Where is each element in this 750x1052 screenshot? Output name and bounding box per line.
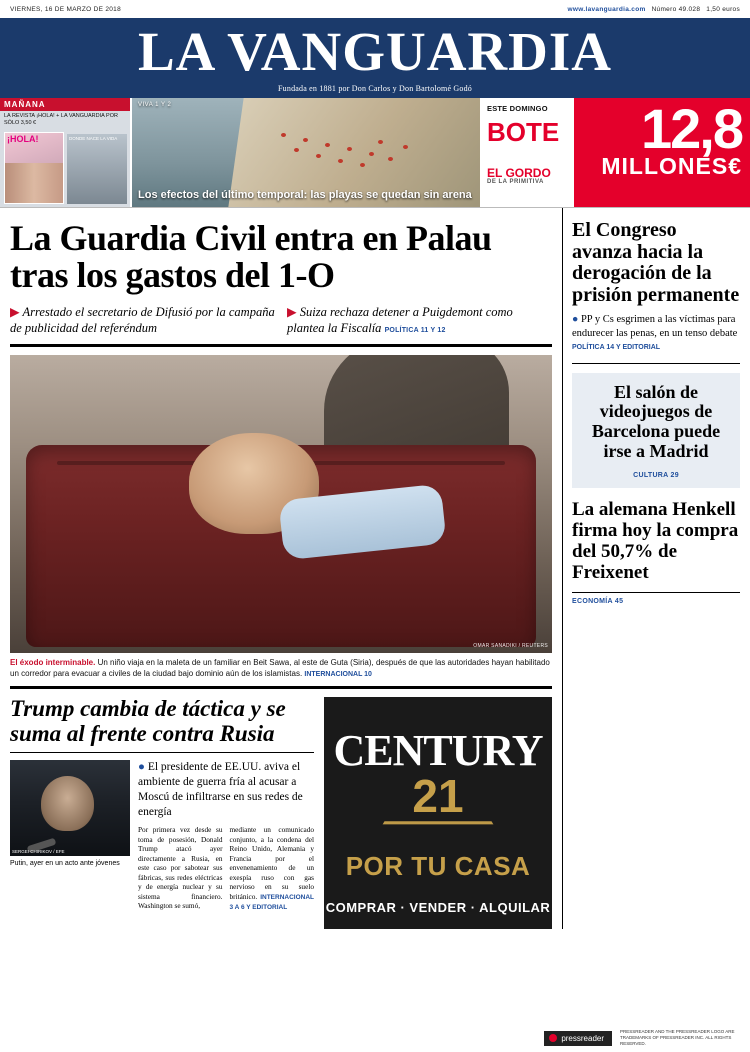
magazine-secondary-thumbnail [67,134,127,204]
promo-magazine[interactable] [0,98,132,207]
pressreader-label: pressreader [561,1033,604,1043]
sidebar-divider-1 [572,363,740,364]
cover-price: 1,50 euros [706,5,740,13]
secondary-lede [138,760,314,819]
secondary-photo-block[interactable] [10,760,130,912]
secondary-photo [10,760,130,856]
subheadline-1[interactable] [10,305,275,336]
sidebar-column [562,208,740,929]
subheadline-2[interactable] [287,305,552,336]
sidebar-headline-3[interactable]: La alemana Henkell firma hoy la compra del 50,7% de Freixenet [572,498,739,583]
lead-photo[interactable] [10,355,552,653]
lottery-right-panel [574,98,750,207]
secondary-headline[interactable]: Trump cambia de táctica y se suma al frente contra Rusia [10,697,314,754]
lead-headline[interactable]: La Guardia Civil entra en Palau tras los gastos del 1-O [10,218,492,296]
photo-credit: OMAR SANADIKI / REUTERS [473,643,548,650]
sidebar-headline-2: El salón de videojuegos de Barcelona puede irse a Madrid [591,381,721,462]
sidebar-ref-2[interactable]: CULTURA 29 [633,471,679,479]
top-info-bar [0,0,750,18]
bullet-icon: ● [138,761,145,774]
photo-people-dots [278,129,435,178]
magazine-brand: ¡HOLA! [7,134,39,144]
publication-date: VIERNES, 16 DE MARZO DE 2018 [10,5,121,13]
promo-beach-photo[interactable] [132,98,482,207]
ad-brand-name [324,725,552,776]
website-url[interactable]: www.lavanguardia.com [567,5,646,13]
photo-putin-face [41,776,94,832]
secondary-lede-text: El presidente de EE.UU. aviva el ambiente de guerra fría al acusar a Moscú de infiltrarse en sus redes de energía [138,761,303,818]
sidebar-ref-1[interactable]: POLÍTICA 14 Y EDITORIAL [572,344,661,352]
subheadline-2-section-ref[interactable]: POLÍTICA 11 Y 12 [384,326,446,334]
promo-lottery-ad[interactable] [482,98,750,207]
sidebar-summary-1 [572,313,740,353]
lottery-amount: 12,8 [641,97,742,160]
lottery-unit: MILLONES€ [601,153,742,180]
sidebar-summary-1-text: PP y Cs esgrimen a las víctimas para endurecer las penas, en un tenso debate [572,314,738,339]
sidebar-ref-3[interactable]: ECONOMÍA 45 [572,592,740,605]
ad-slogan: POR TU CASA [345,851,531,882]
bullet-arrow-icon: ▶ [10,304,20,319]
bottom-section [10,697,552,929]
secondary-photo-credit: SERGEI CHIRIKOV / EFE [12,849,65,855]
bullet-icon: ● [572,314,579,326]
promo-magazine-text: LA REVISTA ¡HOLA! + LA VANGUARDIA POR SÓLO 3,50 € [4,113,118,126]
secondary-columns [138,825,314,912]
lottery-domingo-label: ESTE DOMINGO [487,104,548,113]
promo-photo-tag: VIVA 1 Y 2 [138,102,172,108]
issue-number: Número 49.028 [651,5,701,13]
lead-subheadlines [10,305,552,347]
page-footer [0,1024,750,1052]
caption-lead: El éxodo interminable. [10,658,96,668]
century21-ad[interactable] [324,697,552,929]
main-column [10,208,562,929]
secondary-col-1: Por primera vez desde su toma de posesión, Donald Trump atacó ayer directamente a Rusia, en este caso por sabotear sus fábricas, sus redes eléctricas y de energía nuclear y su sistema financiero. Washington se sumó, [138,825,223,911]
secondary-text-block [138,760,314,912]
lottery-left-panel [482,98,574,207]
ad-brand-c: C [333,725,365,775]
ad-brand-number: 21 [412,769,464,822]
promo-photo-caption: Los efectos del último temporal: las playas se quedan sin arena [138,189,472,202]
secondary-section-ref[interactable]: INTERNACIONAL 3 A 6 Y EDITORIAL [229,893,314,912]
newspaper-title: LA VANGUARDIA [138,21,612,82]
secondary-col-2 [230,825,315,912]
caption-section-ref[interactable]: INTERNACIONAL 10 [304,670,372,678]
magazine-secondary-caption: DONDE NACE LA VIDA [69,136,118,141]
pressreader-icon [549,1034,557,1042]
masthead [0,18,750,98]
lottery-brand-sub: DE LA PRIMITIVA [487,179,544,185]
founded-line: Fundada en 1881 por Don Carlos y Don Bartolomé Godó [278,84,472,93]
ad-brand-word: ENTURY [364,725,543,775]
sidebar-highlight-box[interactable] [572,373,740,488]
promo-magazine-kicker: MAÑANA [0,98,130,111]
bullet-arrow-icon: ▶ [287,304,297,319]
advertisement[interactable] [324,697,552,929]
ad-services: COMPRAR · VENDER · ALQUILAR [325,900,551,916]
promo-strip [0,98,750,208]
lottery-brand: EL GORDO DE LA PRIMITIVA [487,167,569,185]
lottery-bote-label: BOTE [487,117,560,147]
lead-photo-caption [10,653,552,689]
subheadline-1-text: Arrestado el secretario de Difusió por la campaña de publicidad del referéndum [10,304,275,335]
magazine-cover-photo [5,163,63,203]
secondary-article-body [10,760,314,912]
ad-roof-icon [370,821,507,845]
page-body [0,208,750,929]
subheadline-2-text: Suiza rechaza detener a Puigdemont como plantea la Fiscalía [287,304,513,335]
secondary-col-2-text: mediante un comunicado conjunto, a la condena del Reino Unido, Alemania y Francia por el envenenamiento de un exespía ruso con gas nervioso en su suelo británico. [229,825,314,901]
caption-text: Un niño viaja en la maleta de un familiar en Beit Sawa, al este de Guta (Siria), después de que las autoridades hayan habilitado un corredor para evacuar a civiles de la ciudad bajo dominio aún de los islamistas. [10,658,550,678]
secondary-photo-caption: Putin, ayer en un acto ante jóvenes [10,860,120,868]
footer-legal-note: PRESSREADER AND THE PRESSREADER LOGO ARE TRADEMARKS OF PRESSREADER INC. ALL RIGHTS RESERVED. [620,1028,735,1047]
sidebar-headline-1[interactable]: El Congreso avanza hacia la derogación de la prisión permanente [572,219,740,306]
secondary-article [10,697,314,929]
magazine-cover-thumbnail [4,132,64,204]
pressreader-badge[interactable] [544,1031,612,1046]
